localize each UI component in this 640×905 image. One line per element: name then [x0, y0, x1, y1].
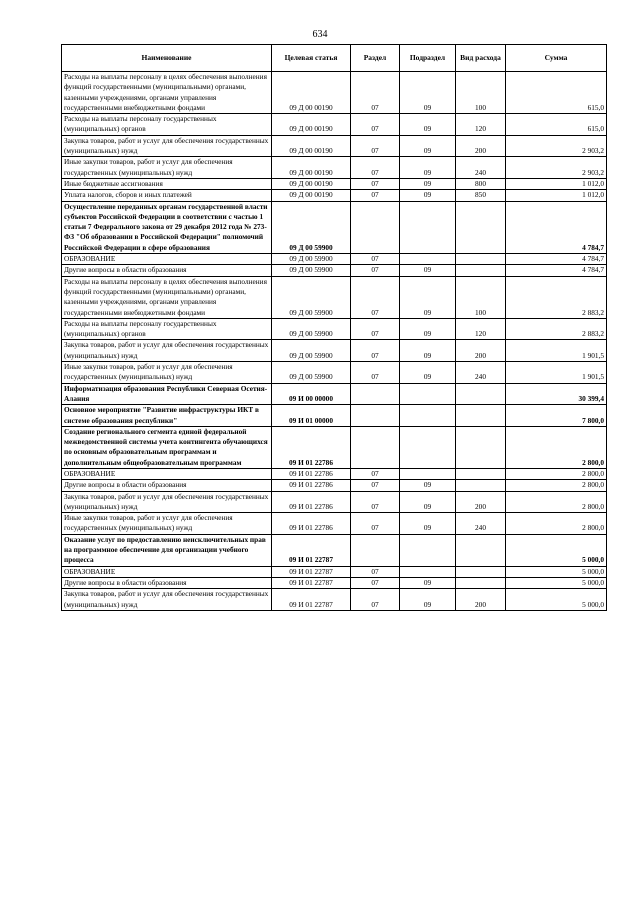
row-subsection-cell	[400, 468, 456, 479]
table-row	[62, 340, 607, 362]
row-sum-cell: 7 800,0	[506, 405, 607, 427]
row-section-cell: 07	[351, 157, 400, 179]
row-subsection-cell: 09	[400, 157, 456, 179]
table-row	[62, 254, 607, 265]
row-type-cell: 200	[456, 589, 506, 611]
row-section-cell: 07	[351, 480, 400, 491]
row-section-cell	[351, 201, 400, 253]
row-type-cell	[456, 566, 506, 577]
row-sum-cell: 2 883,2	[506, 318, 607, 340]
row-section-cell: 07	[351, 72, 400, 114]
row-sum-cell: 4 784,7	[506, 201, 607, 253]
row-name-cell: Закупка товаров, работ и услуг для обеспечения государственных (муниципальных) нужд	[62, 340, 272, 362]
row-name-cell: Закупка товаров, работ и услуг для обеспечения государственных (муниципальных) нужд	[62, 491, 272, 513]
row-section-cell: 07	[351, 566, 400, 577]
row-code-cell: 09 И 00 00000	[272, 383, 351, 405]
row-type-cell	[456, 405, 506, 427]
table-row	[62, 589, 607, 611]
row-type-cell: 240	[456, 513, 506, 535]
row-sum-cell: 615,0	[506, 114, 607, 136]
row-sum-cell: 2 883,2	[506, 276, 607, 318]
header-subsection: Подраздел	[400, 45, 456, 72]
row-type-cell: 200	[456, 340, 506, 362]
row-type-cell	[456, 383, 506, 405]
row-subsection-cell: 09	[400, 513, 456, 535]
row-section-cell: 07	[351, 513, 400, 535]
row-name-cell: Закупка товаров, работ и услуг для обеспечения государственных (муниципальных) нужд	[62, 589, 272, 611]
row-type-cell	[456, 254, 506, 265]
row-code-cell: 09 Д 00 59900	[272, 318, 351, 340]
table-row	[62, 190, 607, 201]
row-code-cell: 09 И 01 22786	[272, 491, 351, 513]
row-subsection-cell: 09	[400, 114, 456, 136]
row-sum-cell: 1 901,5	[506, 362, 607, 384]
table-row	[62, 534, 607, 566]
row-type-cell	[456, 426, 506, 468]
row-code-cell: 09 Д 00 00190	[272, 157, 351, 179]
table-row	[62, 276, 607, 318]
header-name: Наименование	[62, 45, 272, 72]
page-number: 634	[312, 29, 328, 40]
row-type-cell	[456, 480, 506, 491]
row-sum-cell: 30 399,4	[506, 383, 607, 405]
row-subsection-cell	[400, 383, 456, 405]
row-name-cell: Иные закупки товаров, работ и услуг для обеспечения государственных (муниципальных) нужд	[62, 362, 272, 384]
row-section-cell	[351, 383, 400, 405]
row-section-cell: 07	[351, 318, 400, 340]
table-row	[62, 265, 607, 276]
row-type-cell	[456, 201, 506, 253]
row-name-cell: Иные закупки товаров, работ и услуг для обеспечения государственных (муниципальных) нужд	[62, 513, 272, 535]
row-subsection-cell	[400, 254, 456, 265]
row-section-cell: 07	[351, 340, 400, 362]
row-code-cell: 09 И 01 22787	[272, 566, 351, 577]
row-type-cell: 850	[456, 190, 506, 201]
row-section-cell: 07	[351, 589, 400, 611]
row-name-cell: ОБРАЗОВАНИЕ	[62, 468, 272, 479]
row-name-cell: Расходы на выплаты персоналу государственных (муниципальных) органов	[62, 318, 272, 340]
header-section: Раздел	[351, 45, 400, 72]
row-type-cell: 120	[456, 318, 506, 340]
row-subsection-cell: 09	[400, 190, 456, 201]
table-row	[62, 362, 607, 384]
row-section-cell: 07	[351, 265, 400, 276]
row-section-cell: 07	[351, 190, 400, 201]
row-code-cell: 09 И 01 22786	[272, 480, 351, 491]
table-row	[62, 114, 607, 136]
table-row	[62, 566, 607, 577]
row-section-cell: 07	[351, 577, 400, 588]
row-sum-cell: 2 800,0	[506, 480, 607, 491]
table-row	[62, 157, 607, 179]
row-subsection-cell: 09	[400, 318, 456, 340]
row-code-cell: 09 И 01 22786	[272, 426, 351, 468]
row-subsection-cell: 09	[400, 276, 456, 318]
row-name-cell: Расходы на выплаты персоналу государственных (муниципальных) органов	[62, 114, 272, 136]
row-code-cell: 09 Д 00 59900	[272, 362, 351, 384]
row-name-cell: Информатизация образования Республики Северная Осетия-Алания	[62, 383, 272, 405]
row-section-cell	[351, 426, 400, 468]
row-type-cell: 800	[456, 178, 506, 189]
row-subsection-cell: 09	[400, 265, 456, 276]
row-name-cell: ОБРАЗОВАНИЕ	[62, 254, 272, 265]
row-name-cell: Основное мероприятие "Развитие инфраструктуры ИКТ в системе образования республики"	[62, 405, 272, 427]
table-body	[62, 72, 607, 611]
row-code-cell: 09 Д 00 00190	[272, 178, 351, 189]
row-sum-cell: 5 000,0	[506, 589, 607, 611]
row-type-cell	[456, 534, 506, 566]
row-subsection-cell: 09	[400, 178, 456, 189]
row-type-cell: 100	[456, 72, 506, 114]
header-type: Вид расхода	[456, 45, 506, 72]
row-sum-cell: 1 901,5	[506, 340, 607, 362]
row-name-cell: Расходы на выплаты персоналу в целях обеспечения выполнения функций государственными (муниципальными) органами, казенными учреждениями, органами управления государственными внебюджетными фондами	[62, 72, 272, 114]
row-name-cell: Иные бюджетные ассигнования	[62, 178, 272, 189]
table-row	[62, 318, 607, 340]
row-type-cell	[456, 265, 506, 276]
row-code-cell: 09 Д 00 59900	[272, 201, 351, 253]
row-code-cell: 09 Д 00 00190	[272, 135, 351, 157]
row-section-cell: 07	[351, 114, 400, 136]
row-name-cell: Закупка товаров, работ и услуг для обеспечения государственных (муниципальных) нужд	[62, 135, 272, 157]
row-type-cell: 240	[456, 157, 506, 179]
row-sum-cell: 1 012,0	[506, 178, 607, 189]
row-section-cell: 07	[351, 135, 400, 157]
row-subsection-cell	[400, 426, 456, 468]
row-code-cell: 09 Д 00 59900	[272, 276, 351, 318]
table-row	[62, 135, 607, 157]
row-name-cell: Иные закупки товаров, работ и услуг для обеспечения государственных (муниципальных) нужд	[62, 157, 272, 179]
row-sum-cell: 2 800,0	[506, 491, 607, 513]
row-code-cell: 09 Д 00 00190	[272, 190, 351, 201]
table-row	[62, 468, 607, 479]
budget-table	[61, 44, 607, 611]
row-type-cell	[456, 468, 506, 479]
row-code-cell: 09 Д 00 59900	[272, 265, 351, 276]
row-code-cell: 09 Д 00 59900	[272, 254, 351, 265]
row-code-cell: 09 И 01 22787	[272, 577, 351, 588]
row-code-cell: 09 Д 00 00190	[272, 114, 351, 136]
table-row	[62, 513, 607, 535]
row-section-cell: 07	[351, 362, 400, 384]
row-section-cell: 07	[351, 468, 400, 479]
row-subsection-cell: 09	[400, 340, 456, 362]
row-name-cell: Оказание услуг по предоставлению неисключительных прав на программное обеспечение для организации учебного процесса	[62, 534, 272, 566]
table-row	[62, 178, 607, 189]
row-section-cell	[351, 534, 400, 566]
row-subsection-cell: 09	[400, 480, 456, 491]
row-sum-cell: 5 000,0	[506, 577, 607, 588]
table-row	[62, 426, 607, 468]
row-subsection-cell: 09	[400, 362, 456, 384]
row-name-cell: Осуществление переданных органам государственной власти субъектов Российской Федерации в соответствии с частью 1 статьи 7 Федерального закона от 29 декабря 2012 года № 273-ФЗ "Об образовании в Российской Федерации" полномочий Российской Федерации в сфере образования	[62, 201, 272, 253]
row-type-cell: 240	[456, 362, 506, 384]
header-code: Целевая статья	[272, 45, 351, 72]
table-row	[62, 577, 607, 588]
row-sum-cell: 1 012,0	[506, 190, 607, 201]
row-sum-cell: 2 903,2	[506, 135, 607, 157]
row-subsection-cell	[400, 201, 456, 253]
header-sum: Сумма	[506, 45, 607, 72]
row-sum-cell: 615,0	[506, 72, 607, 114]
row-section-cell	[351, 405, 400, 427]
row-subsection-cell: 09	[400, 491, 456, 513]
row-subsection-cell	[400, 405, 456, 427]
row-name-cell: Другие вопросы в области образования	[62, 265, 272, 276]
row-code-cell: 09 И 01 22786	[272, 513, 351, 535]
row-sum-cell: 2 903,2	[506, 157, 607, 179]
row-code-cell: 09 Д 00 59900	[272, 340, 351, 362]
row-type-cell: 200	[456, 491, 506, 513]
row-name-cell: ОБРАЗОВАНИЕ	[62, 566, 272, 577]
row-sum-cell: 4 784,7	[506, 254, 607, 265]
row-code-cell: 09 И 01 22787	[272, 589, 351, 611]
row-section-cell: 07	[351, 178, 400, 189]
row-name-cell: Другие вопросы в области образования	[62, 577, 272, 588]
row-sum-cell: 2 800,0	[506, 426, 607, 468]
row-type-cell: 100	[456, 276, 506, 318]
row-code-cell: 09 Д 00 00190	[272, 72, 351, 114]
row-subsection-cell	[400, 534, 456, 566]
row-subsection-cell: 09	[400, 135, 456, 157]
row-sum-cell: 5 000,0	[506, 566, 607, 577]
row-section-cell: 07	[351, 254, 400, 265]
table-header-row	[62, 45, 607, 72]
row-type-cell	[456, 577, 506, 588]
table-row	[62, 405, 607, 427]
row-sum-cell: 4 784,7	[506, 265, 607, 276]
row-subsection-cell: 09	[400, 72, 456, 114]
row-subsection-cell: 09	[400, 577, 456, 588]
table-row	[62, 201, 607, 253]
row-code-cell: 09 И 01 22787	[272, 534, 351, 566]
row-section-cell: 07	[351, 276, 400, 318]
row-name-cell: Другие вопросы в области образования	[62, 480, 272, 491]
row-code-cell: 09 И 01 22786	[272, 468, 351, 479]
table-row	[62, 491, 607, 513]
row-sum-cell: 2 800,0	[506, 513, 607, 535]
row-name-cell: Создание регионального сегмента единой федеральной межведомственной системы учета контингента обучающихся по основным образовательным программам и дополнительным общеобразовательным программам	[62, 426, 272, 468]
row-subsection-cell	[400, 566, 456, 577]
table-row	[62, 72, 607, 114]
row-subsection-cell: 09	[400, 589, 456, 611]
row-code-cell: 09 И 01 00000	[272, 405, 351, 427]
table-row	[62, 480, 607, 491]
row-section-cell: 07	[351, 491, 400, 513]
row-name-cell: Уплата налогов, сборов и иных платежей	[62, 190, 272, 201]
row-type-cell: 120	[456, 114, 506, 136]
row-name-cell: Расходы на выплаты персоналу в целях обеспечения выполнения функций государственными (муниципальными) органами, казенными учреждениями, органами управления государственными внебюджетными фондами	[62, 276, 272, 318]
table-row	[62, 383, 607, 405]
row-sum-cell: 2 800,0	[506, 468, 607, 479]
row-sum-cell: 5 000,0	[506, 534, 607, 566]
row-type-cell: 200	[456, 135, 506, 157]
